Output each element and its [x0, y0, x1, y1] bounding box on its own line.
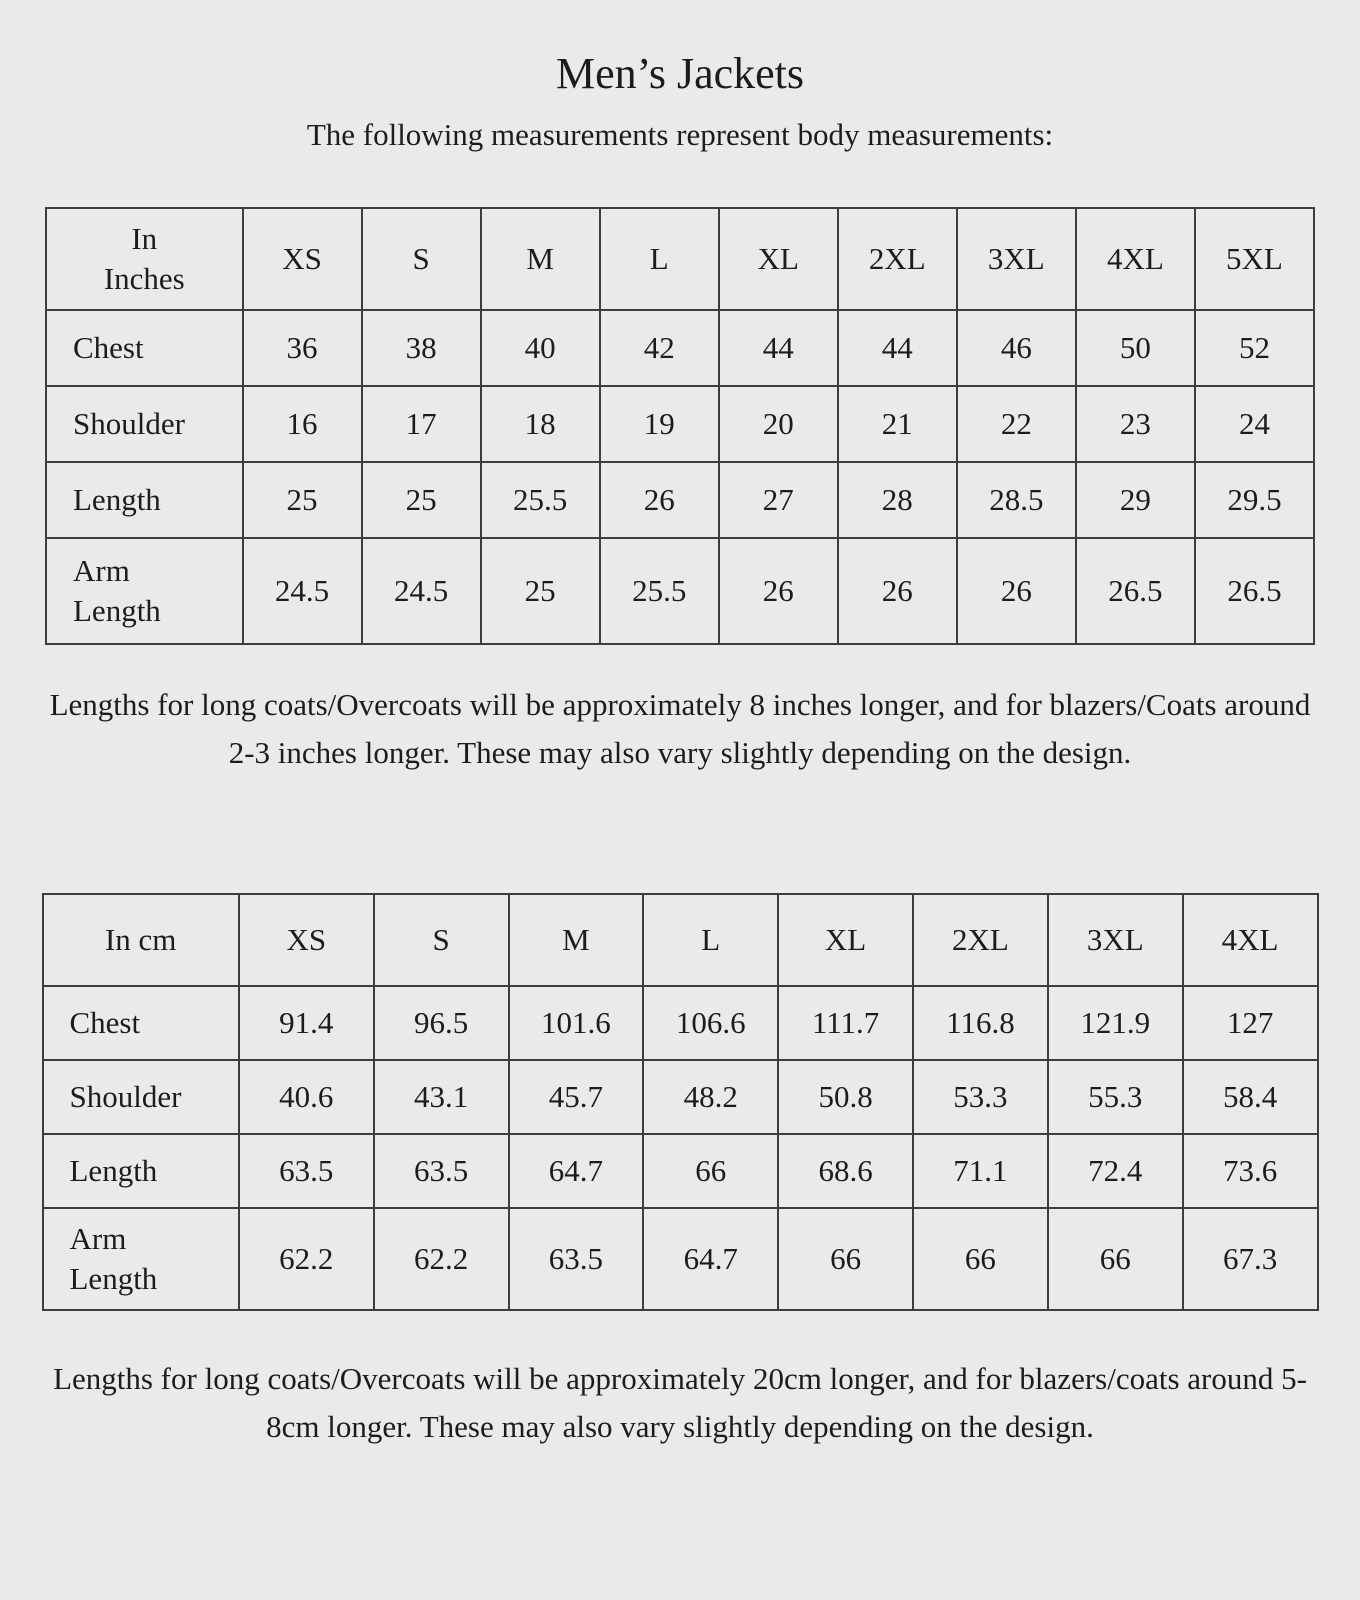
- measurement-value: 17: [362, 386, 481, 462]
- measurement-row: [46, 386, 1314, 462]
- measurement-value: 25.5: [600, 538, 719, 644]
- measurement-value: 25: [362, 462, 481, 538]
- measurement-value: 44: [838, 310, 957, 386]
- measurement-value: 50.8: [778, 1060, 913, 1134]
- measurement-row: [46, 310, 1314, 386]
- measurement-label: Shoulder: [43, 1060, 239, 1134]
- size-column-header: 2XL: [913, 894, 1048, 986]
- inches-note: Lengths for long coats/Overcoats will be approximately 8 inches longer, and for blazers/Coats around 2-3 inches longer. These may also vary slightly depending on the design.: [49, 687, 1311, 771]
- measurement-value: 73.6: [1183, 1134, 1318, 1208]
- inches-header-row: [46, 208, 1314, 310]
- measurement-value: 23: [1076, 386, 1195, 462]
- measurement-value: 106.6: [643, 986, 778, 1060]
- measurement-value: 66: [778, 1208, 913, 1310]
- measurement-value: 101.6: [509, 986, 644, 1060]
- measurement-value: 43.1: [374, 1060, 509, 1134]
- size-column-header: 3XL: [1048, 894, 1183, 986]
- measurement-value: 24.5: [362, 538, 481, 644]
- size-column-header: XS: [243, 208, 362, 310]
- measurement-value: 63.5: [239, 1134, 374, 1208]
- measurement-value: 20: [719, 386, 838, 462]
- measurement-row: [43, 986, 1318, 1060]
- measurement-value: 67.3: [1183, 1208, 1318, 1310]
- measurement-value: 25.5: [481, 462, 600, 538]
- measurement-value: 22: [957, 386, 1076, 462]
- measurement-value: 52: [1195, 310, 1314, 386]
- page-subtitle: The following measurements represent body measurements:: [306, 117, 1054, 152]
- cm-size-table: [42, 893, 1319, 1311]
- measurement-label: Length: [46, 462, 243, 538]
- page-title: Men’s Jackets: [555, 49, 805, 98]
- measurement-value: 18: [481, 386, 600, 462]
- measurement-value: 48.2: [643, 1060, 778, 1134]
- measurement-value: 66: [1048, 1208, 1183, 1310]
- measurement-value: 26: [600, 462, 719, 538]
- measurement-value: 38: [362, 310, 481, 386]
- measurement-value: 21: [838, 386, 957, 462]
- size-column-header: M: [481, 208, 600, 310]
- size-column-header: XS: [239, 894, 374, 986]
- measurement-value: 72.4: [1048, 1134, 1183, 1208]
- measurement-value: 26.5: [1076, 538, 1195, 644]
- size-column-header: 3XL: [957, 208, 1076, 310]
- measurement-value: 71.1: [913, 1134, 1048, 1208]
- inches-unit-label: In Inches: [103, 220, 185, 296]
- measurement-row: [43, 1060, 1318, 1134]
- measurement-value: 36: [243, 310, 362, 386]
- measurement-value: 64.7: [509, 1134, 644, 1208]
- measurement-value: 127: [1183, 986, 1318, 1060]
- size-column-header: 4XL: [1183, 894, 1318, 986]
- size-column-header: S: [374, 894, 509, 986]
- cm-unit-header: [43, 894, 239, 986]
- measurement-value: 26.5: [1195, 538, 1314, 644]
- measurement-value: 45.7: [509, 1060, 644, 1134]
- measurement-row: [46, 462, 1314, 538]
- size-column-header: 2XL: [838, 208, 957, 310]
- measurement-value: 16: [243, 386, 362, 462]
- measurement-value: 25: [481, 538, 600, 644]
- measurement-value: 68.6: [778, 1134, 913, 1208]
- measurement-value: 64.7: [643, 1208, 778, 1310]
- measurement-value: 63.5: [374, 1134, 509, 1208]
- measurement-label: Arm Length: [43, 1208, 239, 1310]
- cm-note: Lengths for long coats/Overcoats will be approximately 20cm longer, and for blazers/coats around 5-8cm longer. These may also vary slightly depending on the design.: [53, 1361, 1307, 1445]
- measurement-value: 62.2: [374, 1208, 509, 1310]
- measurement-value: 26: [719, 538, 838, 644]
- measurement-value: 26: [838, 538, 957, 644]
- measurement-value: 27: [719, 462, 838, 538]
- measurement-row: [46, 538, 1314, 644]
- measurement-label: Arm Length: [46, 538, 243, 644]
- measurement-value: 28.5: [957, 462, 1076, 538]
- size-column-header: L: [643, 894, 778, 986]
- measurement-value: 116.8: [913, 986, 1048, 1060]
- measurement-value: 28: [838, 462, 957, 538]
- measurement-value: 25: [243, 462, 362, 538]
- measurement-value: 63.5: [509, 1208, 644, 1310]
- measurement-label: Length: [43, 1134, 239, 1208]
- size-column-header: XL: [778, 894, 913, 986]
- measurement-row: [43, 1208, 1318, 1310]
- measurement-value: 121.9: [1048, 986, 1183, 1060]
- measurement-value: 66: [643, 1134, 778, 1208]
- inches-unit-header: [46, 208, 243, 310]
- measurement-value: 42: [600, 310, 719, 386]
- measurement-value: 50: [1076, 310, 1195, 386]
- measurement-value: 19: [600, 386, 719, 462]
- cm-unit-label: In cm: [104, 921, 177, 957]
- measurement-label: Shoulder: [46, 386, 243, 462]
- size-column-header: XL: [719, 208, 838, 310]
- size-column-header: L: [600, 208, 719, 310]
- measurement-value: 111.7: [778, 986, 913, 1060]
- measurement-label: Chest: [46, 310, 243, 386]
- size-column-header: 5XL: [1195, 208, 1314, 310]
- measurement-value: 40.6: [239, 1060, 374, 1134]
- measurement-value: 66: [913, 1208, 1048, 1310]
- measurement-value: 53.3: [913, 1060, 1048, 1134]
- measurement-value: 91.4: [239, 986, 374, 1060]
- measurement-value: 24: [1195, 386, 1314, 462]
- measurement-value: 29.5: [1195, 462, 1314, 538]
- measurement-value: 46: [957, 310, 1076, 386]
- measurement-value: 26: [957, 538, 1076, 644]
- measurement-label: Chest: [43, 986, 239, 1060]
- size-column-header: S: [362, 208, 481, 310]
- measurement-value: 24.5: [243, 538, 362, 644]
- size-column-header: 4XL: [1076, 208, 1195, 310]
- size-column-header: M: [509, 894, 644, 986]
- measurement-value: 96.5: [374, 986, 509, 1060]
- measurement-row: [43, 1134, 1318, 1208]
- measurement-value: 62.2: [239, 1208, 374, 1310]
- inches-size-table: [45, 207, 1315, 645]
- measurement-value: 55.3: [1048, 1060, 1183, 1134]
- measurement-value: 58.4: [1183, 1060, 1318, 1134]
- cm-header-row: [43, 894, 1318, 986]
- measurement-value: 44: [719, 310, 838, 386]
- measurement-value: 29: [1076, 462, 1195, 538]
- measurement-value: 40: [481, 310, 600, 386]
